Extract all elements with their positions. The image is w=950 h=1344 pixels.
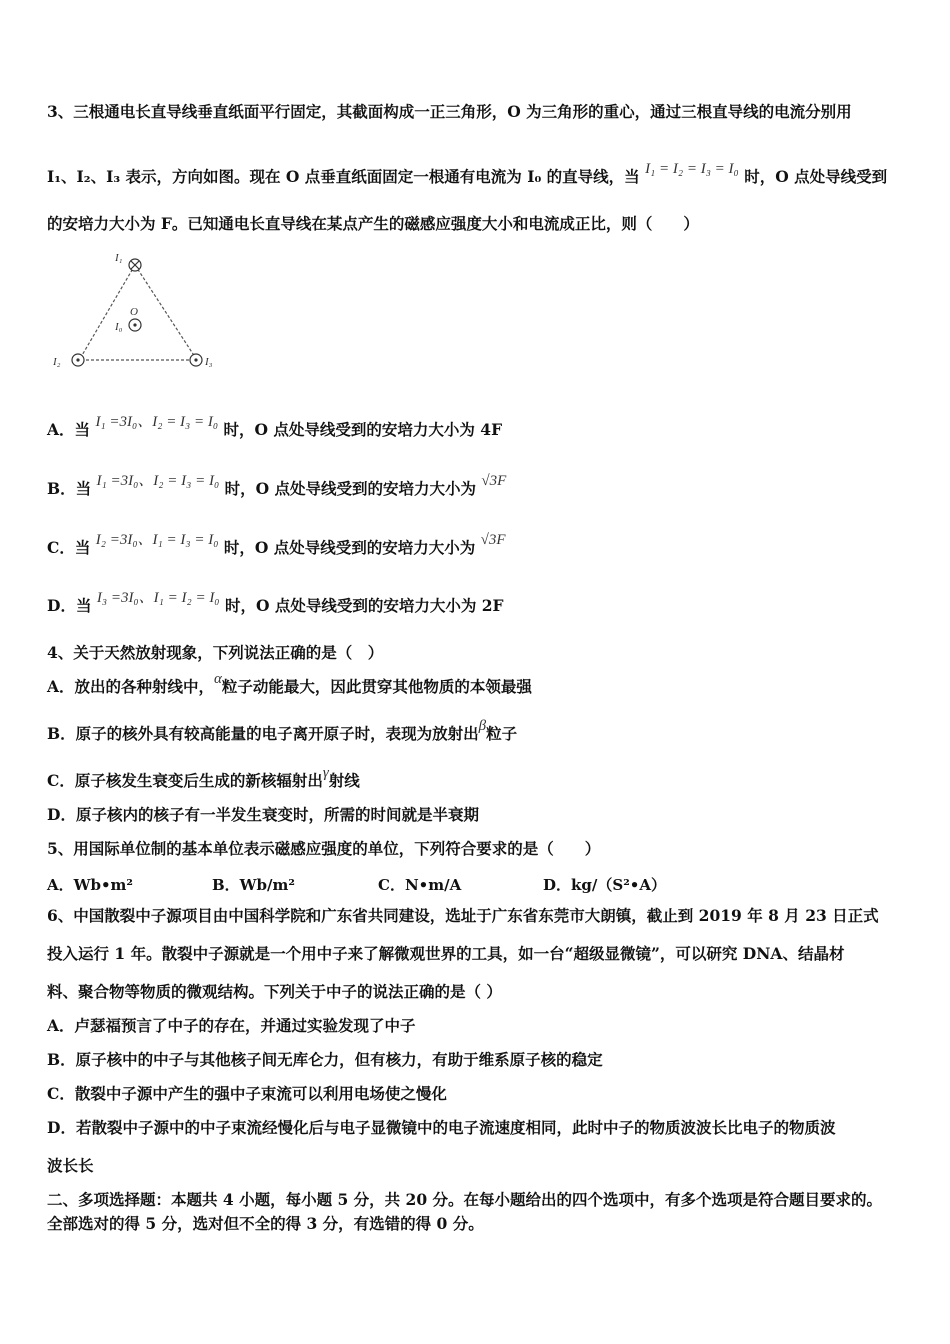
q6-stem-line1: 6、中国散裂中子源项目由中国科学院和广东省共同建设，选址于广东省东莞市大朗镇，截止到 2019 年 8 月 23 日正式: [47, 906, 879, 925]
dot-out-of-page-icon: [190, 354, 202, 366]
q3-option-c-text: 时，O 点处导线受到的安培力大小为: [223, 538, 476, 557]
q4-option-a: [47, 671, 532, 698]
q3-option-c: [47, 532, 506, 559]
q3-option-c-answer: √3F: [480, 532, 506, 548]
q4-option-b: [47, 718, 518, 745]
dot-out-of-page-icon: [129, 319, 141, 331]
cross-into-page-icon: [129, 259, 141, 271]
q4-option-c-post: 射线: [328, 771, 360, 790]
q3-stem-line1: 3、三根通电长直导线垂直纸面平行固定，其截面构成一正三角形，O 为三角形的重心，通过三根直导线的电流分别用: [47, 102, 852, 121]
q3-option-d: [47, 590, 504, 617]
label-i1: I₁: [115, 252, 123, 264]
q5-option-c: C．N•m/A: [378, 876, 462, 894]
q6-option-d-line1: D．若散裂中子源中的中子束流经慢化后与电子显微镜中的电子流速度相同，此时中子的物质波波长比电子的物质波: [47, 1118, 836, 1137]
q3-stem-line3: 的安培力大小为 F。已知通电长直导线在某点产生的磁感应强度大小和电流成正比，则（ ）: [47, 214, 699, 233]
alpha-symbol: α: [214, 671, 222, 687]
q5-stem: 5、用国际单位制的基本单位表示磁感应强度的单位，下列符合要求的是（ ）: [47, 839, 601, 858]
q3-option-a-prefix: A．当: [47, 420, 91, 439]
q3-option-d-prefix: D．当: [47, 596, 92, 615]
section2-heading-line2: 全部选对的得 5 分，选对但不全的得 3 分，有选错的得 0 分。: [47, 1214, 484, 1233]
q4-option-a-pre: A．放出的各种射线中，: [47, 677, 215, 696]
q6-stem-line3: 料、聚合物等物质的微观结构。下列关于中子的说法正确的是（ ）: [47, 982, 502, 1001]
triangle-wire-diagram: [45, 247, 225, 372]
q3-option-b-math: I₁ =3I₀、I₂ = I₃ = I₀: [96, 473, 220, 489]
dot-out-of-page-icon: [72, 354, 84, 366]
q3-option-a: [47, 414, 503, 441]
triangle-edge-left: [81, 265, 135, 357]
q4-option-b-pre: B．原子的核外具有较高能量的电子离开原子时，表现为放射出: [47, 724, 479, 743]
q3-option-a-math: I₁ =3I₀、I₂ = I₃ = I₀: [95, 414, 219, 430]
q3-stem-line2-a: I₁、I₂、I₃ 表示，方向如图。现在 O 点垂直纸面固定一根通有电流为 I₀ 的直导线，当: [47, 167, 640, 186]
q6-stem-line2: 投入运行 1 年。散裂中子源就是一个用中子来了解微观世界的工具，如一台“超级显微镜”，可以研究 DNA、结晶材: [47, 944, 845, 963]
q4-option-b-post: 粒子: [486, 724, 518, 743]
q6-option-c: C．散裂中子源中产生的强中子束流可以利用电场使之慢化: [47, 1084, 447, 1103]
q4-stem: 4、关于天然放射现象，下列说法正确的是（ ）: [47, 643, 384, 662]
q3-option-b: [47, 473, 507, 500]
triangle-edge-right: [135, 265, 195, 357]
q6-option-a: A．卢瑟福预言了中子的存在，并通过实验发现了中子: [47, 1016, 416, 1035]
q3-stem-line2: [47, 161, 888, 188]
label-i2: I₂: [53, 356, 61, 368]
label-i3: I₃: [205, 356, 213, 368]
q5-option-a: A．Wb•m²: [47, 876, 134, 894]
section2-heading-line1: 二、多项选择题：本题共 4 小题，每小题 5 分，共 20 分。在每小题给出的四个选项中，有多个选项是符合题目要求的。: [47, 1190, 883, 1209]
q3-option-d-math: I₃ =3I₀、I₁ = I₂ = I₀: [96, 590, 220, 606]
q5-option-d: D．kg/（S²•A）: [543, 876, 666, 894]
q3-condition-math: I₁ = I₂ = I₃ = I₀: [645, 161, 739, 177]
q3-option-c-math: I₂ =3I₀、I₁ = I₃ = I₀: [95, 532, 219, 548]
q3-option-b-answer: √3F: [481, 473, 507, 489]
label-o: O: [130, 306, 138, 318]
q3-option-d-text: 时，O 点处导线受到的安培力大小为 2F: [224, 596, 504, 615]
label-i0: I₀: [115, 321, 123, 333]
beta-symbol: β: [478, 718, 487, 734]
q4-option-a-post: 粒子动能最大，因此贯穿其他物质的本领最强: [221, 677, 532, 696]
q4-option-c: [47, 765, 360, 792]
q4-option-d: D．原子核内的核子有一半发生衰变时，所需的时间就是半衰期: [47, 805, 479, 824]
q4-option-c-pre: C．原子核发生衰变后生成的新核辐射出: [47, 771, 323, 790]
q6-option-d-line2: 波长长: [47, 1156, 94, 1175]
gamma-symbol: γ: [322, 765, 329, 781]
q3-option-a-text: 时，O 点处导线受到的安培力大小为 4F: [223, 420, 503, 439]
q5-option-b: B．Wb/m²: [212, 876, 295, 894]
q3-stem-line2-b: 时，O 点处导线受到: [744, 167, 888, 186]
q3-option-b-text: 时，O 点处导线受到的安培力大小为: [224, 479, 476, 498]
q3-option-c-prefix: C．当: [47, 538, 91, 557]
q6-option-b: B．原子核中的中子与其他核子间无库仑力，但有核力，有助于维系原子核的稳定: [47, 1050, 603, 1069]
q3-option-b-prefix: B．当: [47, 479, 92, 498]
